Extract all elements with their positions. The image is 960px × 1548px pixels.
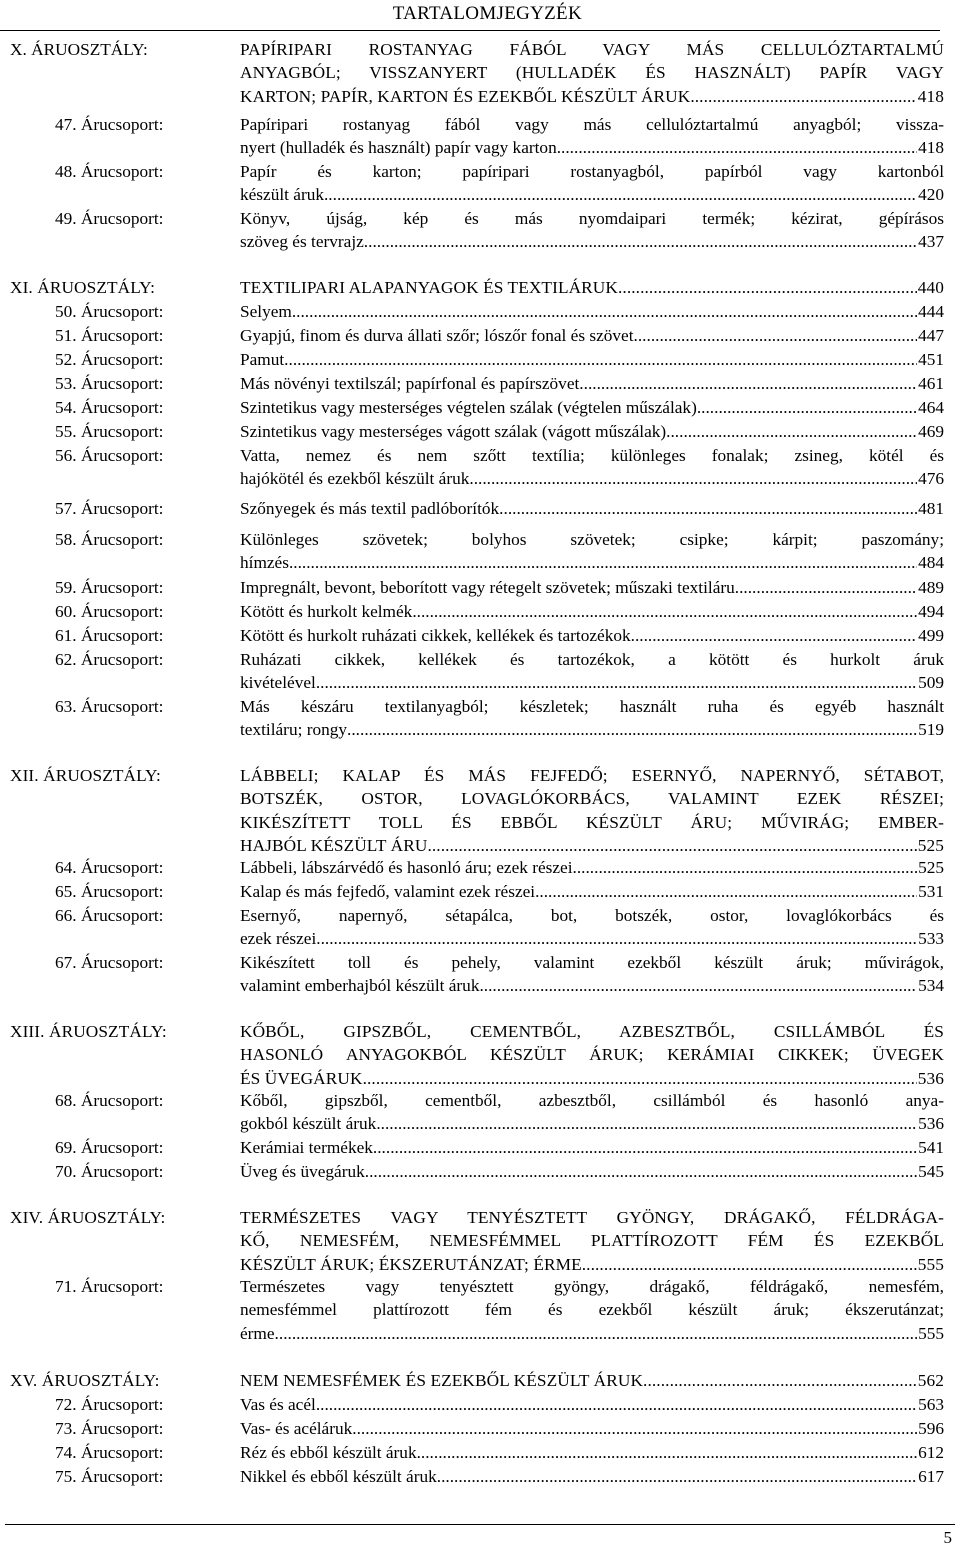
toc-group-48: [0, 160, 960, 207]
toc-page-number: 617: [918, 1467, 944, 1486]
toc-leader-dots: [557, 136, 917, 159]
toc-group-58: [0, 528, 960, 575]
toc-title-line: nemesfémmel plattírozott fém és ezekből készült áruk; ékszerutánzat;: [240, 1300, 944, 1320]
toc-title-line: Ruházati cikkek, kellékek és tartozékok, a kötött és hurkolt áruk: [240, 650, 944, 669]
toc-label: 74. Árucsoport:: [55, 1443, 164, 1462]
toc-label: 47. Árucsoport:: [55, 115, 164, 134]
toc-title-line: Impregnált, bevont, beborított vagy rétegelt szövetek; műszaki textiláru: [240, 578, 735, 597]
toc-title-line: KARTON; PAPÍR, KARTON ÉS EZEKBŐL KÉSZÜLT ÁRUK: [240, 86, 691, 106]
toc-leader-dots: [697, 396, 917, 419]
toc-leader-dots: [284, 348, 917, 371]
toc-label: 50. Árucsoport:: [55, 302, 164, 321]
toc-label: 52. Árucsoport:: [55, 350, 164, 369]
toc-leader-dots: [363, 1067, 917, 1090]
toc-page-number: 499: [918, 626, 944, 645]
toc-label: 69. Árucsoport:: [55, 1138, 164, 1157]
toc-label: 62. Árucsoport:: [55, 650, 164, 669]
toc-title-line: TEXTILIPARI ALAPANYAGOK ÉS TEXTILÁRUK: [240, 278, 618, 297]
toc-group-56: [0, 444, 960, 491]
toc-label: XII. ÁRUOSZTÁLY:: [10, 766, 161, 785]
toc-leader-dots: [479, 974, 917, 997]
toc-leader-dots: [690, 85, 916, 108]
toc-page-number: 612: [918, 1443, 944, 1462]
toc-group-62: [0, 648, 960, 695]
toc-page-number: 481: [918, 499, 944, 518]
toc-page-number: 451: [918, 350, 944, 369]
toc-group-60: [0, 600, 960, 623]
toc-leader-dots: [412, 600, 917, 623]
toc-section-x: [0, 38, 960, 108]
toc-label: X. ÁRUOSZTÁLY:: [10, 40, 148, 59]
toc-page-number: 536: [917, 1068, 944, 1088]
toc-group-66: [0, 904, 960, 951]
toc-leader-dots: [365, 1160, 917, 1183]
toc-title-line: Kötött és hurkolt ruházati cikkek, kellékek és tartozékok: [240, 626, 631, 645]
toc-group-64: [0, 856, 960, 879]
toc-page-number: 531: [918, 882, 944, 901]
toc-title-line: Kikészített toll és pehely, valamint ezekből készült áruk; művirágok,: [240, 953, 944, 972]
toc-leader-dots: [289, 551, 917, 574]
toc-group-71: [0, 1275, 960, 1345]
toc-title-line: ANYAGBÓL; VISSZANYERT (HULLADÉK ÉS HASZNÁLT) PAPÍR VAGY: [240, 63, 944, 83]
toc-label: 49. Árucsoport:: [55, 209, 164, 228]
toc-title-line: BOTSZÉK, OSTOR, LOVAGLÓKORBÁCS, VALAMINT EZEK RÉSZEI;: [240, 789, 944, 809]
toc-label: 66. Árucsoport:: [55, 906, 164, 925]
toc-group-50: [0, 300, 960, 323]
toc-title-line: gokból készült áruk: [240, 1114, 377, 1134]
toc-page-number: 418: [918, 138, 944, 158]
toc-page-number: 562: [917, 1371, 944, 1390]
toc-title-line: hajókötél és ezekből készült áruk: [240, 469, 470, 489]
toc-page-number: 596: [918, 1419, 944, 1438]
toc-section-xiii: [0, 1020, 960, 1090]
header-title: TARTALOMJEGYZÉK: [392, 3, 582, 24]
toc-group-55: [0, 420, 960, 443]
toc-leader-dots: [292, 300, 917, 323]
toc-label: 73. Árucsoport:: [55, 1419, 164, 1438]
toc-page-number: 563: [918, 1395, 944, 1414]
toc-group-73: [0, 1417, 960, 1440]
toc-page-number: 519: [918, 720, 944, 740]
toc-group-51: [0, 324, 960, 347]
toc-title-line: Szintetikus vagy mesterséges végtelen szálak (végtelen műszálak): [240, 398, 697, 417]
toc-title-line: Más készáru textilanyagból; készletek; használt ruha és egyéb használt: [240, 697, 944, 716]
toc-title-line: textiláru; rongy: [240, 720, 348, 740]
toc-title-line: hímzés: [240, 553, 289, 573]
toc-title-line: KŐBŐL, GIPSZBŐL, CEMENTBŐL, AZBESZTBŐL, CSILLÁMBÓL ÉS: [240, 1022, 944, 1041]
toc-label: XV. ÁRUOSZTÁLY:: [10, 1371, 160, 1390]
toc-title-line: Kalap és más fejfedő, valamint ezek részei: [240, 882, 536, 901]
toc-label: 54. Árucsoport:: [55, 398, 164, 417]
toc-title-line: kivételével: [240, 673, 316, 693]
toc-section-xv: [0, 1369, 960, 1392]
toc-title-line: TERMÉSZETES VAGY TENYÉSZTETT GYÖNGY, DRÁGAKŐ, FÉLDRÁGA-: [240, 1208, 944, 1227]
toc-title-line: érme: [240, 1323, 275, 1343]
toc-title-line: Szőnyegek és más textil padlóborítók: [240, 499, 500, 518]
toc-group-49: [0, 207, 960, 254]
toc-label: 65. Árucsoport:: [55, 882, 164, 901]
toc-group-57: [0, 497, 960, 520]
toc-label: 55. Árucsoport:: [55, 422, 164, 441]
toc-title-line: Üveg és üvegáruk: [240, 1162, 365, 1181]
toc-label: 72. Árucsoport:: [55, 1395, 164, 1414]
toc-title-line: Lábbeli, lábszárvédő és hasonló áru; ezek részei: [240, 858, 573, 877]
toc-leader-dots: [316, 1393, 917, 1416]
toc-title-line: NEM NEMESFÉMEK ÉS EZEKBŐL KÉSZÜLT ÁRUK: [240, 1371, 644, 1390]
toc-leader-dots: [316, 927, 917, 950]
toc-label: XI. ÁRUOSZTÁLY:: [10, 278, 156, 297]
toc-label: 75. Árucsoport:: [55, 1467, 164, 1486]
toc-label: XIV. ÁRUOSZTÁLY:: [10, 1208, 166, 1227]
toc-label: 48. Árucsoport:: [55, 162, 164, 181]
toc-label: 60. Árucsoport:: [55, 602, 164, 621]
toc-title-line: LÁBBELI; KALAP ÉS MÁS FEJFEDŐ; ESERNYŐ, NAPERNYŐ, SÉTABOT,: [240, 766, 944, 785]
toc-page-number: 440: [917, 278, 944, 297]
toc-title-line: KIKÉSZÍTETT TOLL ÉS EBBŐL KÉSZÜLT ÁRU; MŰVIRÁG; EMBER-: [240, 812, 944, 832]
toc-group-63: [0, 695, 960, 742]
toc-title-line: Könyv, újság, kép és más nyomdaipari termék; kézirat, gépírásos: [240, 209, 944, 228]
toc-group-61: [0, 624, 960, 647]
toc-group-68: [0, 1089, 960, 1136]
toc-label: 57. Árucsoport:: [55, 499, 164, 518]
toc-section-xiv: [0, 1206, 960, 1276]
toc-title-line: nyert (hulladék és használt) papír vagy karton: [240, 138, 557, 158]
toc-page-number: 509: [918, 673, 944, 693]
toc-title-line: HAJBÓL KÉSZÜLT ÁRU: [240, 835, 428, 855]
toc-page-number: 484: [918, 553, 944, 573]
toc-page-number: 536: [918, 1114, 944, 1134]
toc-page-number: 447: [918, 326, 944, 345]
toc-title-line: Vas és acél: [240, 1395, 316, 1414]
toc-page-number: 420: [918, 185, 944, 205]
toc-page-number: 525: [917, 835, 944, 855]
toc-title-line: Kötött és hurkolt kelmék: [240, 602, 413, 621]
toc-leader-dots: [631, 624, 917, 647]
toc-title-line: KŐ, NEMESFÉM, NEMESFÉMMEL PLATTÍROZOTT FÉM ÉS EZEKBŐL: [240, 1231, 944, 1251]
toc-leader-dots: [352, 1417, 917, 1440]
footer-rule: [5, 1524, 955, 1525]
toc-title-line: Gyapjú, finom és durva állati szőr; lószőr fonal és szövet: [240, 326, 634, 345]
toc-leader-dots: [373, 1136, 917, 1159]
toc-title-line: készült áruk: [240, 185, 324, 205]
toc-label: 71. Árucsoport:: [55, 1277, 164, 1296]
table-of-contents: [0, 38, 960, 1486]
toc-leader-dots: [427, 834, 916, 857]
toc-section-xi: [0, 276, 960, 299]
toc-title-line: Kőből, gipszből, cementből, azbesztből, csillámból és hasonló anya-: [240, 1091, 944, 1110]
toc-label: XIII. ÁRUOSZTÁLY:: [10, 1022, 167, 1041]
toc-label: 63. Árucsoport:: [55, 697, 164, 716]
toc-leader-dots: [643, 1369, 917, 1392]
toc-title-line: szöveg és tervrajz: [240, 232, 364, 252]
toc-leader-dots: [582, 1253, 917, 1276]
toc-page-number: 534: [918, 976, 944, 996]
toc-group-69: [0, 1136, 960, 1159]
toc-title-line: Papíripari rostanyag fából vagy más cellulóztartalmú anyagból; vissza-: [240, 115, 944, 134]
toc-label: 64. Árucsoport:: [55, 858, 164, 877]
toc-leader-dots: [579, 372, 917, 395]
toc-title-line: Más növényi textilszál; papírfonal és papírszövet: [240, 374, 580, 393]
toc-leader-dots: [634, 324, 918, 347]
toc-page-number: 489: [918, 578, 944, 597]
toc-title-line: Vas- és acéláruk: [240, 1419, 353, 1438]
toc-leader-dots: [499, 497, 917, 520]
toc-page-number: 418: [917, 86, 944, 106]
toc-label: 68. Árucsoport:: [55, 1091, 164, 1110]
toc-group-47: [0, 113, 960, 160]
toc-page-number: 437: [918, 232, 944, 252]
toc-page-number: 555: [917, 1254, 944, 1274]
toc-title-line: Esernyő, napernyő, sétapálca, bot, botszék, ostor, lovaglókorbács és: [240, 906, 944, 925]
toc-page-number: 461: [918, 374, 944, 393]
toc-title-line: Réz és ebből készült áruk: [240, 1443, 417, 1462]
toc-page-number: 464: [918, 398, 944, 417]
toc-leader-dots: [437, 1465, 917, 1488]
toc-group-52: [0, 348, 960, 371]
toc-title-line: Különleges szövetek; bolyhos szövetek; csipke; kárpit; paszomány;: [240, 530, 944, 549]
toc-page-number: 494: [918, 602, 944, 621]
toc-leader-dots: [316, 671, 917, 694]
toc-group-74: [0, 1441, 960, 1464]
toc-group-67: [0, 951, 960, 998]
toc-page-number: 541: [918, 1138, 944, 1157]
toc-title-line: ÉS ÜVEGÁRUK: [240, 1068, 363, 1088]
toc-label: 51. Árucsoport:: [55, 326, 164, 345]
toc-leader-dots: [535, 880, 917, 903]
toc-page-number: 469: [918, 422, 944, 441]
toc-group-54: [0, 396, 960, 419]
toc-label: 58. Árucsoport:: [55, 530, 164, 549]
toc-title-line: Pamut: [240, 350, 285, 369]
toc-label: 67. Árucsoport:: [55, 953, 164, 972]
page-header: [0, 0, 940, 31]
toc-title-line: KÉSZÜLT ÁRUK; ÉKSZERUTÁNZAT; ÉRME: [240, 1254, 582, 1274]
toc-group-72: [0, 1393, 960, 1416]
toc-leader-dots: [666, 420, 917, 443]
toc-leader-dots: [573, 856, 918, 879]
toc-page-number: 525: [918, 858, 944, 877]
toc-title-line: Kerámiai termékek: [240, 1138, 373, 1157]
toc-title-line: valamint emberhajból készült áruk: [240, 976, 480, 996]
page-number: 5: [943, 1528, 952, 1547]
toc-label: 70. Árucsoport:: [55, 1162, 164, 1181]
toc-leader-dots: [347, 718, 917, 741]
toc-title-line: HASONLÓ ANYAGOKBÓL KÉSZÜLT ÁRUK; KERÁMIAI CIKKEK; ÜVEGEK: [240, 1045, 944, 1065]
toc-leader-dots: [735, 576, 917, 599]
toc-title-line: Szintetikus vagy mesterséges vágott szálak (vágott műszálak): [240, 422, 667, 441]
toc-title-line: Papír és karton; papíripari rostanyagból, papírból vagy kartonból: [240, 162, 944, 181]
toc-leader-dots: [417, 1441, 917, 1464]
toc-label: 53. Árucsoport:: [55, 374, 164, 393]
toc-group-53: [0, 372, 960, 395]
toc-title-line: PAPÍRIPARI ROSTANYAG FÁBÓL VAGY MÁS CELLULÓZTARTALMÚ: [240, 40, 944, 59]
toc-leader-dots: [324, 183, 917, 206]
toc-label: 56. Árucsoport:: [55, 446, 164, 465]
toc-group-65: [0, 880, 960, 903]
toc-page-number: 555: [918, 1323, 944, 1343]
toc-leader-dots: [618, 276, 917, 299]
toc-label: 61. Árucsoport:: [55, 626, 164, 645]
toc-leader-dots: [469, 467, 917, 490]
toc-section-xii: [0, 764, 960, 857]
toc-leader-dots: [376, 1112, 917, 1135]
toc-leader-dots: [364, 230, 917, 253]
toc-title-line: Nikkel és ebből készült áruk: [240, 1467, 437, 1486]
toc-title-line: Természetes vagy tenyésztett gyöngy, drágakő, féldrágakő, nemesfém,: [240, 1277, 944, 1296]
toc-title-line: ezek részei: [240, 929, 317, 949]
toc-page-number: 476: [918, 469, 944, 489]
toc-page-number: 533: [918, 929, 944, 949]
toc-group-75: [0, 1465, 960, 1488]
toc-page-number: 545: [918, 1162, 944, 1181]
toc-group-59: [0, 576, 960, 599]
toc-group-70: [0, 1160, 960, 1183]
toc-label: 59. Árucsoport:: [55, 578, 164, 597]
toc-title-line: Selyem: [240, 302, 292, 321]
toc-page-number: 444: [918, 302, 944, 321]
toc-title-line: Vatta, nemez és nem szőtt textília; különleges fonalak; zsineg, kötél és: [240, 446, 944, 465]
toc-leader-dots: [275, 1322, 918, 1345]
